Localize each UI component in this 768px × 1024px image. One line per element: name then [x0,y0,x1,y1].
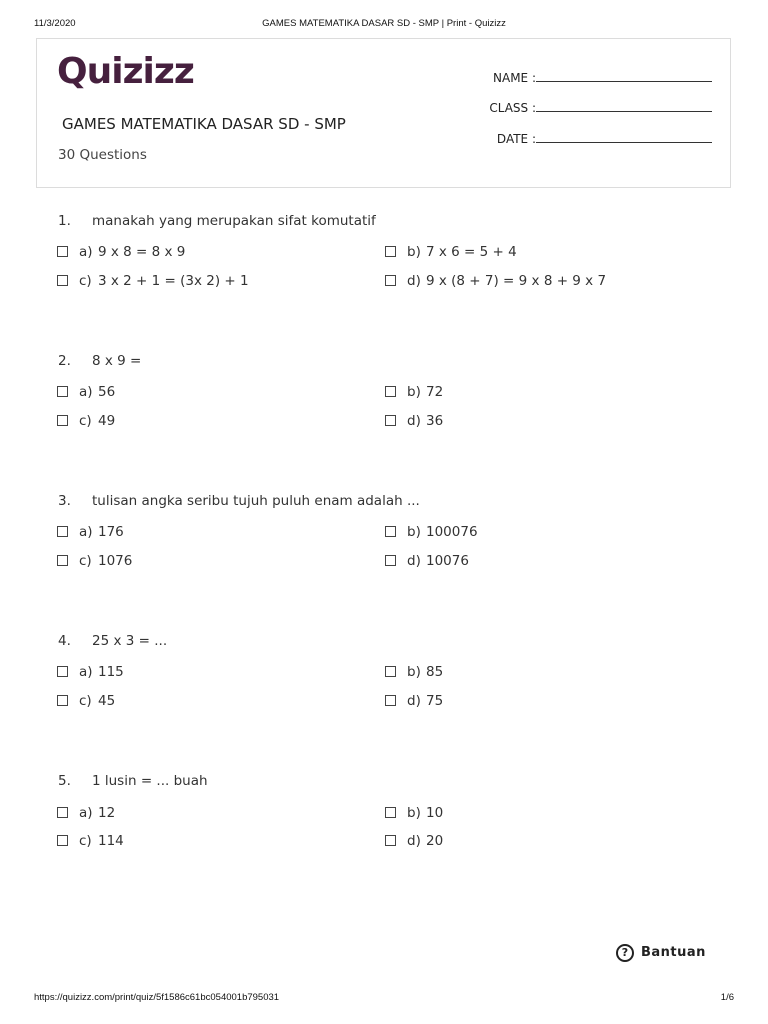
name-field [467,69,712,91]
checkbox[interactable] [385,275,396,286]
option-text: 176 [98,524,124,540]
option-letter: b) [407,244,421,260]
question-4 [0,633,768,743]
checkbox[interactable] [57,386,68,397]
quizizz-logo: Quizizz [57,51,194,92]
name-label: NAME : [493,71,536,85]
name-line [536,81,712,82]
checkbox[interactable] [385,835,396,846]
print-page-number: 1/6 [720,992,734,1003]
checkbox[interactable] [57,695,68,706]
date-label: DATE : [496,132,536,146]
print-footer [0,992,768,1006]
checkbox[interactable] [57,246,68,257]
date-line [536,142,712,143]
question-text: tulisan angka seribu tujuh puluh enam adalah ... [92,493,420,509]
checkbox[interactable] [385,246,396,257]
option-text: 115 [98,664,124,680]
option-text: 1076 [98,553,133,569]
print-date: 11/3/2020 [34,18,76,29]
class-label: CLASS : [489,101,536,115]
checkbox[interactable] [385,666,396,677]
question-2 [0,353,768,463]
option-text: 36 [426,413,444,429]
option-text: 49 [98,413,116,429]
option-text: 9 x 8 = 8 x 9 [98,244,186,260]
date-field [467,130,712,152]
checkbox[interactable] [57,555,68,566]
print-url: https://quizizz.com/print/quiz/5f1586c61bc054001b795031 [34,992,280,1003]
option-text: 45 [98,693,116,709]
option-letter: a) [79,524,93,540]
option-letter: a) [79,805,93,821]
option-letter: b) [407,664,421,680]
option-letter: b) [407,524,421,540]
checkbox[interactable] [57,526,68,537]
option-text: 9 x (8 + 7) = 9 x 8 + 9 x 7 [426,273,607,289]
option-text: 3 x 2 + 1 = (3x 2) + 1 [98,273,249,289]
question-1 [0,213,768,323]
option-letter: c) [79,273,92,289]
option-letter: a) [79,384,93,400]
question-circle-icon: ? [616,944,634,962]
question-number: 1. [58,213,71,229]
print-header [0,18,768,32]
question-5 [0,773,768,883]
option-letter: d) [407,693,421,709]
class-field [467,99,712,121]
class-line [536,111,712,112]
print-page-title: GAMES MATEMATIKA DASAR SD - SMP | Print - Quizizz [262,18,506,29]
option-text: 72 [426,384,444,400]
question-text: 8 x 9 = [92,353,142,369]
option-text: 10 [426,805,444,821]
option-letter: a) [79,244,93,260]
option-text: 10076 [426,553,469,569]
option-letter: d) [407,273,421,289]
option-letter: c) [79,413,92,429]
checkbox[interactable] [385,555,396,566]
question-number: 5. [58,773,71,789]
question-number: 4. [58,633,71,649]
checkbox[interactable] [57,275,68,286]
question-3 [0,493,768,603]
help-label: Bantuan [641,945,706,960]
option-letter: c) [79,693,92,709]
option-letter: c) [79,553,92,569]
question-number: 2. [58,353,71,369]
checkbox[interactable] [57,415,68,426]
option-text: 100076 [426,524,478,540]
option-text: 114 [98,833,124,849]
checkbox[interactable] [385,386,396,397]
checkbox[interactable] [385,695,396,706]
option-letter: b) [407,805,421,821]
checkbox[interactable] [57,666,68,677]
question-number: 3. [58,493,71,509]
question-text: 1 lusin = ... buah [92,773,208,789]
checkbox[interactable] [385,526,396,537]
help-button[interactable] [616,944,706,964]
option-letter: d) [407,833,421,849]
option-text: 56 [98,384,116,400]
option-letter: a) [79,664,93,680]
option-letter: d) [407,413,421,429]
checkbox[interactable] [57,807,68,818]
option-letter: c) [79,833,92,849]
option-text: 7 x 6 = 5 + 4 [426,244,517,260]
question-text: 25 x 3 = ... [92,633,168,649]
option-text: 12 [98,805,116,821]
option-text: 85 [426,664,444,680]
option-text: 75 [426,693,444,709]
option-text: 20 [426,833,444,849]
option-letter: b) [407,384,421,400]
checkbox[interactable] [385,807,396,818]
quiz-title: GAMES MATEMATIKA DASAR SD - SMP [62,115,346,133]
checkbox[interactable] [57,835,68,846]
quiz-header [36,38,731,188]
checkbox[interactable] [385,415,396,426]
question-text: manakah yang merupakan sifat komutatif [92,213,376,229]
question-count: 30 Questions [58,147,147,163]
option-letter: d) [407,553,421,569]
